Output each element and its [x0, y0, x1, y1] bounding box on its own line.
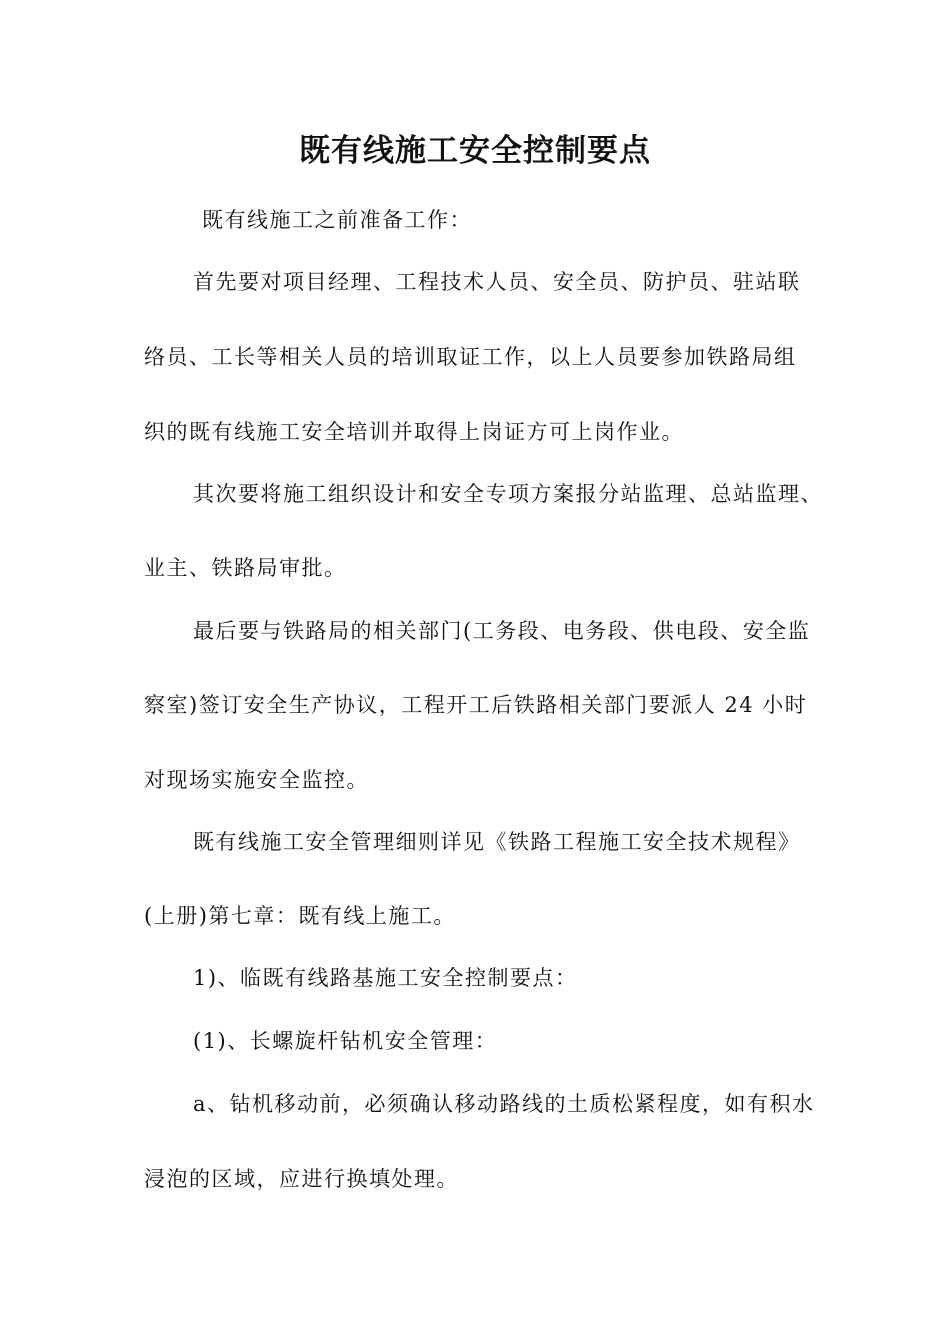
- paragraph-line: 浸泡的区域，应进行换填处理。: [144, 1167, 459, 1191]
- paragraph-line: a、钻机移动前，必须确认移动路线的土质松紧程度，如有积水: [193, 1092, 815, 1116]
- paragraph-line: 织的既有线施工安全培训并取得上岗证方可上岗作业。: [144, 420, 684, 444]
- paragraph-line: 对现场实施安全监控。: [144, 768, 369, 792]
- paragraph-line: 业主、铁路局审批。: [144, 556, 347, 580]
- paragraph-line: 既有线施工安全管理细则详见《铁路工程施工安全技术规程》: [193, 830, 801, 854]
- paragraph-line: 察室)签订安全生产协议，工程开工后铁路相关部门要派人 24 小时: [144, 693, 808, 717]
- paragraph-line: (1)、长螺旋杆钻机安全管理：: [193, 1029, 498, 1053]
- paragraph-line: 最后要与铁路局的相关部门(工务段、电务段、供电段、安全监: [193, 619, 811, 643]
- paragraph-line: (上册)第七章：既有线上施工。: [144, 904, 456, 928]
- paragraph-line: 其次要将施工组织设计和安全专项方案报分站监理、总站监理、: [193, 482, 823, 506]
- section-heading: 既有线施工之前准备工作：: [202, 208, 472, 232]
- document-title: 既有线施工安全控制要点: [299, 133, 651, 169]
- paragraph-line: 1)、临既有线路基施工安全控制要点：: [193, 966, 578, 990]
- paragraph-line: 络员、工长等相关人员的培训取证工作，以上人员要参加铁路局组: [144, 345, 797, 369]
- paragraph-line: 首先要对项目经理、工程技术人员、安全员、防护员、驻站联: [193, 270, 801, 294]
